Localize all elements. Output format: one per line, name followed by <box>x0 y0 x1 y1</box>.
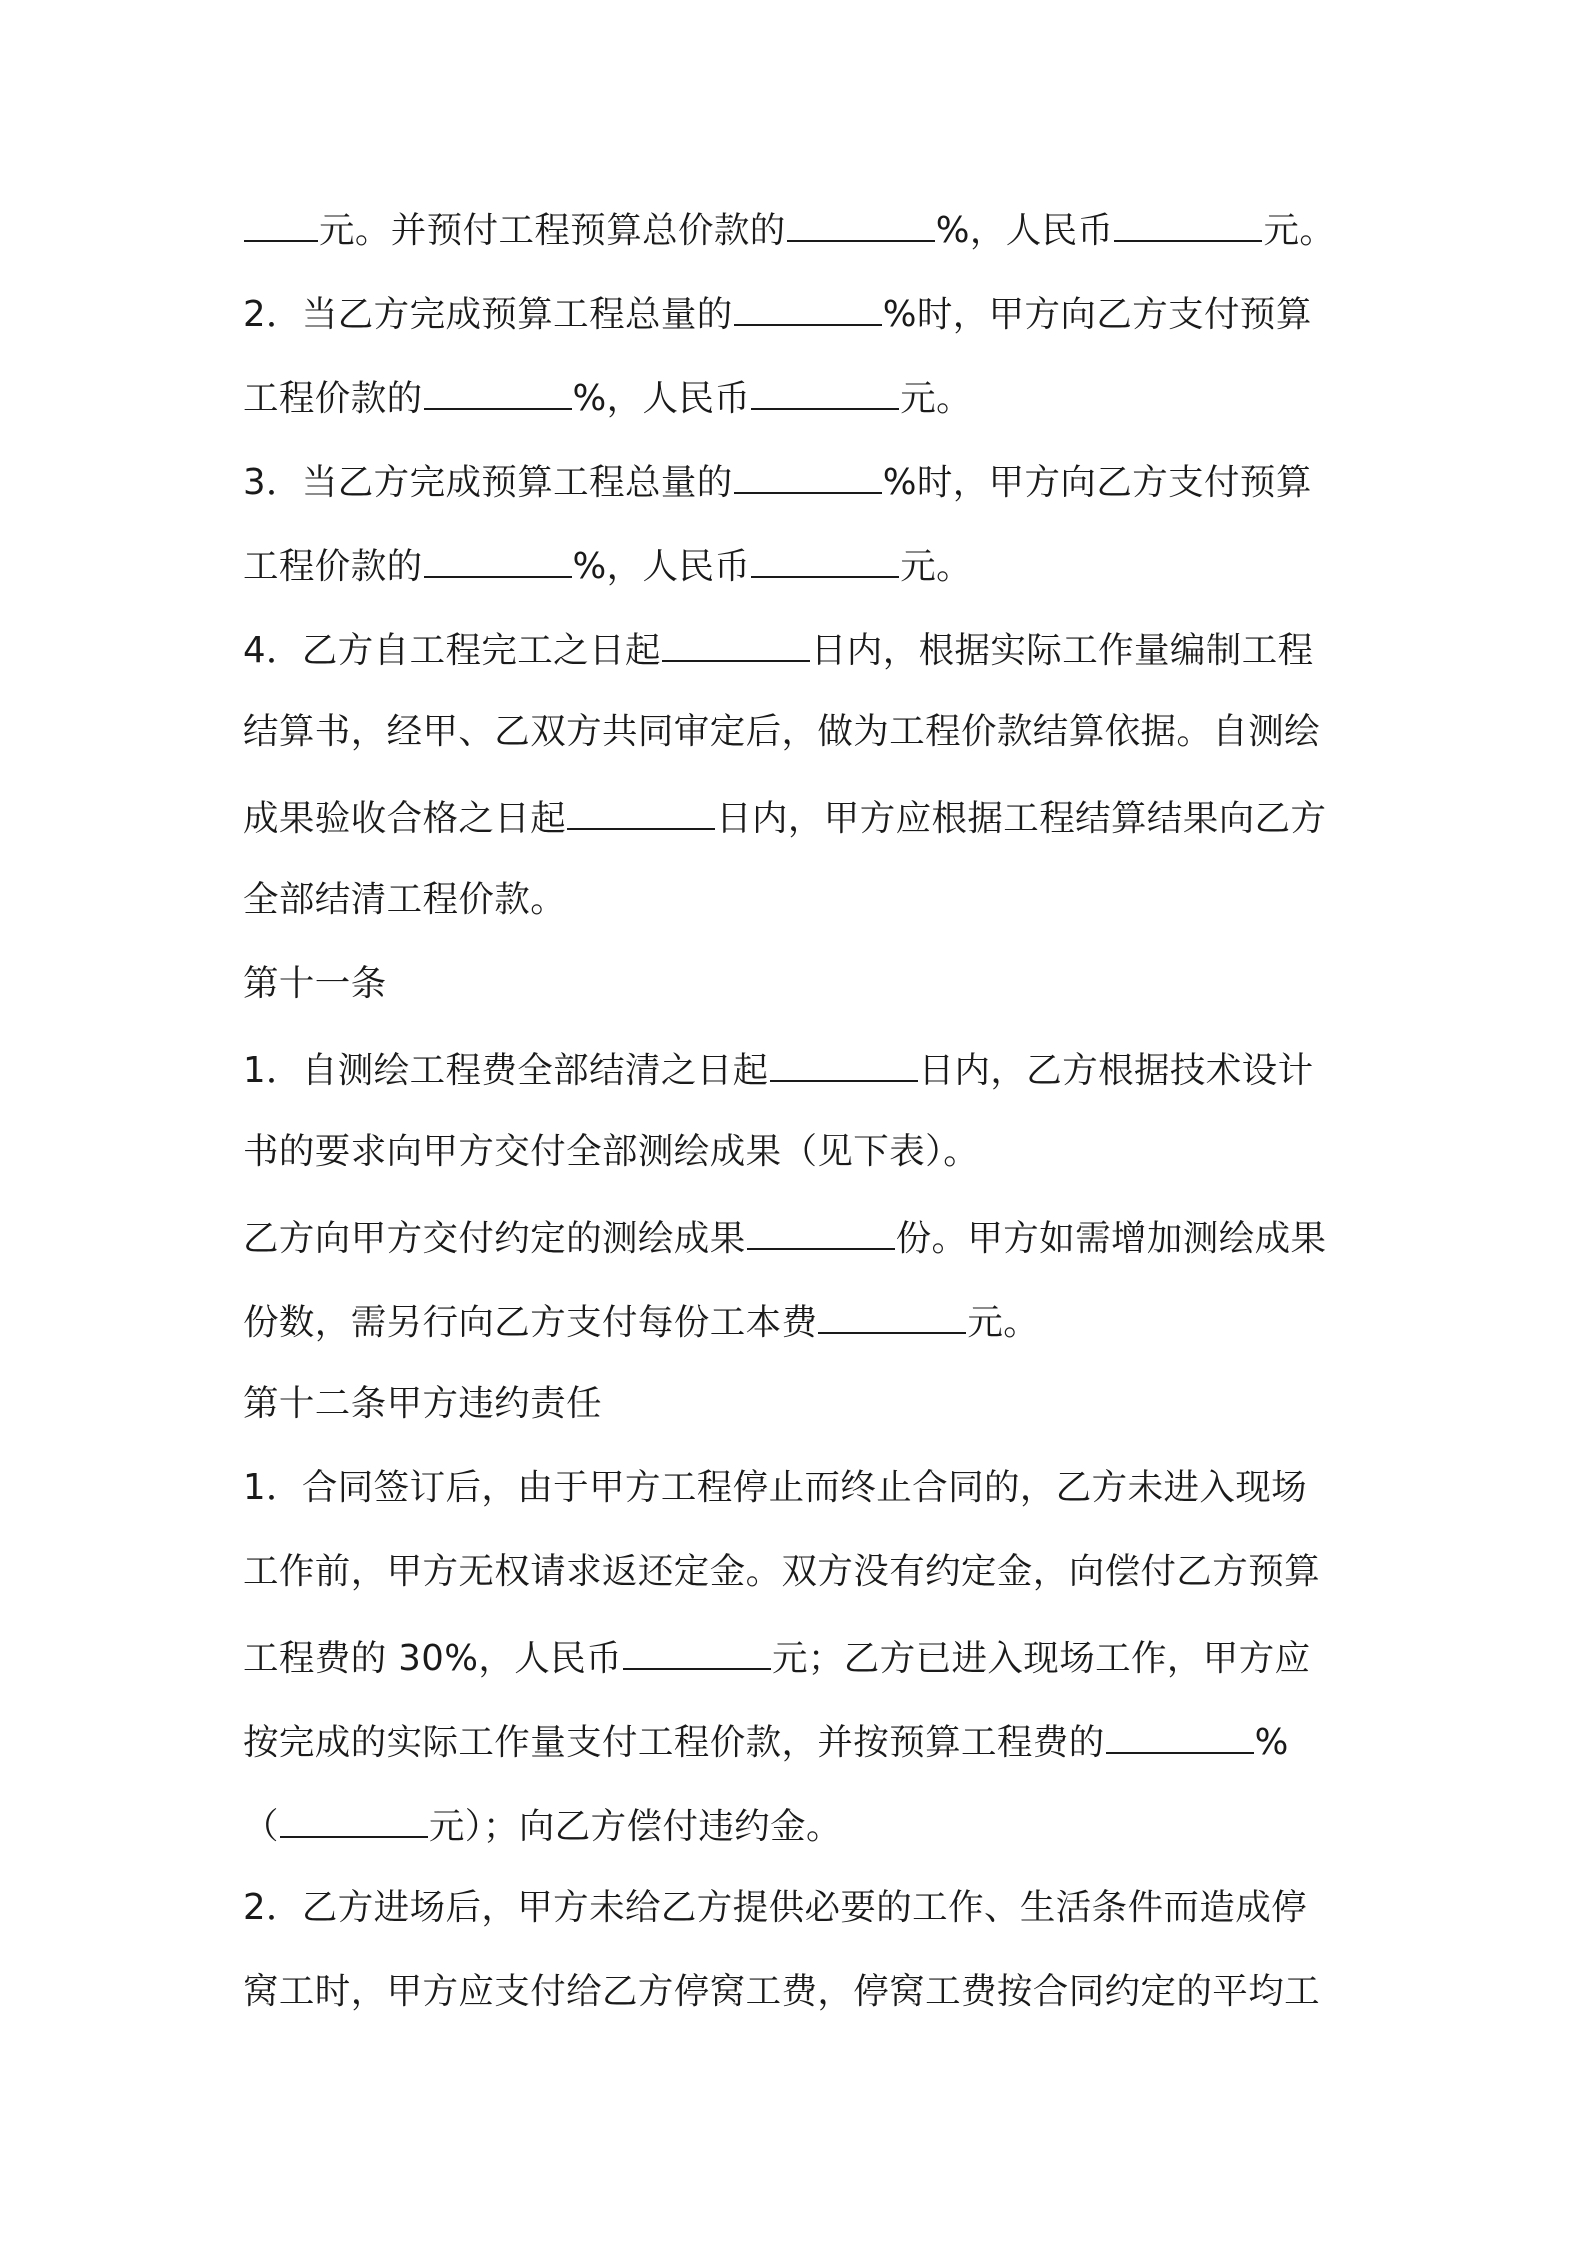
line-text: %时，甲方向乙方支付预算 <box>882 294 1312 335</box>
section-heading <box>243 1380 1363 1428</box>
line-text: 元。 <box>967 1302 1040 1343</box>
text-line <box>243 1884 1363 1932</box>
fill-blank[interactable] <box>623 1632 771 1670</box>
line-text: （ <box>243 1806 279 1847</box>
line-text: %，人民币 <box>572 378 751 419</box>
line-text: % <box>1254 1722 1289 1763</box>
fill-blank[interactable] <box>567 792 715 830</box>
fill-blank[interactable] <box>747 1212 895 1250</box>
fill-blank[interactable] <box>734 456 882 494</box>
line-text: 工作前，甲方无权请求返还定金。双方没有约定金，向偿付乙方预算 <box>243 1551 1321 1592</box>
line-text: 4．乙方自工程完工之日起 <box>243 630 661 671</box>
line-text: 日内，甲方应根据工程结算结果向乙方 <box>716 798 1327 839</box>
line-text: 2．当乙方完成预算工程总量的 <box>243 294 733 335</box>
line-text: 工程价款的 <box>243 378 423 419</box>
fill-blank[interactable] <box>424 540 572 578</box>
line-text: 元）；向乙方偿付违约金。 <box>428 1806 842 1847</box>
fill-blank[interactable] <box>751 540 899 578</box>
fill-blank[interactable] <box>662 624 810 662</box>
fill-blank[interactable] <box>818 1296 966 1334</box>
fill-blank[interactable] <box>1114 204 1262 242</box>
text-line <box>243 1800 1363 1851</box>
text-line <box>243 288 1363 339</box>
line-text: 3．当乙方完成预算工程总量的 <box>243 462 733 503</box>
text-line <box>243 708 1363 756</box>
text-line <box>243 204 1363 255</box>
line-text: 书的要求向甲方交付全部测绘成果（见下表）。 <box>243 1131 980 1172</box>
line-text: 1．合同签订后，由于甲方工程停止而终止合同的，乙方未进入现场 <box>243 1467 1308 1508</box>
text-line <box>243 1548 1363 1596</box>
line-text: 窝工时，甲方应支付给乙方停窝工费，停窝工费按合同约定的平均工 <box>243 1971 1321 2012</box>
text-line <box>243 456 1363 507</box>
line-text: 第十一条 <box>243 963 387 1004</box>
line-text: 按完成的实际工作量支付工程价款，并按预算工程费的 <box>243 1722 1105 1763</box>
text-line <box>243 1632 1363 1683</box>
line-text: 元；乙方已进入现场工作，甲方应 <box>772 1638 1311 1679</box>
line-text: 日内，乙方根据技术设计 <box>918 1050 1314 1091</box>
fill-blank[interactable] <box>280 1800 428 1838</box>
line-text: 元。并预付工程预算总价款的 <box>319 210 786 251</box>
text-line <box>243 1128 1363 1176</box>
fill-blank[interactable] <box>734 288 882 326</box>
text-line <box>243 792 1363 843</box>
fill-blank[interactable] <box>244 204 318 242</box>
section-heading <box>243 960 1363 1008</box>
line-text: 第十二条甲方违约责任 <box>243 1383 603 1424</box>
text-line <box>243 876 1363 924</box>
fill-blank[interactable] <box>751 372 899 410</box>
line-text: %，人民币 <box>572 546 751 587</box>
text-line <box>243 1044 1363 1095</box>
text-line <box>243 372 1363 423</box>
text-line <box>243 540 1363 591</box>
line-text: 日内，根据实际工作量编制工程 <box>810 630 1314 671</box>
fill-blank[interactable] <box>1106 1716 1254 1754</box>
text-line <box>243 1968 1363 2016</box>
fill-blank[interactable] <box>424 372 572 410</box>
line-text: 份。甲方如需增加测绘成果 <box>895 1218 1327 1259</box>
line-text: 元。 <box>900 378 973 419</box>
text-line <box>243 1212 1363 1263</box>
fill-blank[interactable] <box>787 204 935 242</box>
line-text: 工程费的 30%，人民币 <box>243 1638 622 1679</box>
line-text: 份数，需另行向乙方支付每份工本费 <box>243 1302 818 1343</box>
line-text: 1．自测绘工程费全部结清之日起 <box>243 1050 769 1091</box>
line-text: 元。 <box>900 546 973 587</box>
line-text: 成果验收合格之日起 <box>243 798 567 839</box>
line-text: %时，甲方向乙方支付预算 <box>882 462 1312 503</box>
text-line <box>243 624 1363 675</box>
line-text: 结算书，经甲、乙双方共同审定后，做为工程价款结算依据。自测绘 <box>243 711 1321 752</box>
line-text: 乙方向甲方交付约定的测绘成果 <box>243 1218 746 1259</box>
line-text: %，人民币 <box>935 210 1114 251</box>
text-line <box>243 1464 1363 1512</box>
line-text: 工程价款的 <box>243 546 423 587</box>
text-line <box>243 1296 1363 1347</box>
line-text: 2．乙方进场后，甲方未给乙方提供必要的工作、生活条件而造成停 <box>243 1887 1308 1928</box>
text-line <box>243 1716 1363 1767</box>
line-text: 元。 <box>1263 210 1336 251</box>
line-text: 全部结清工程价款。 <box>243 879 567 920</box>
fill-blank[interactable] <box>770 1044 918 1082</box>
